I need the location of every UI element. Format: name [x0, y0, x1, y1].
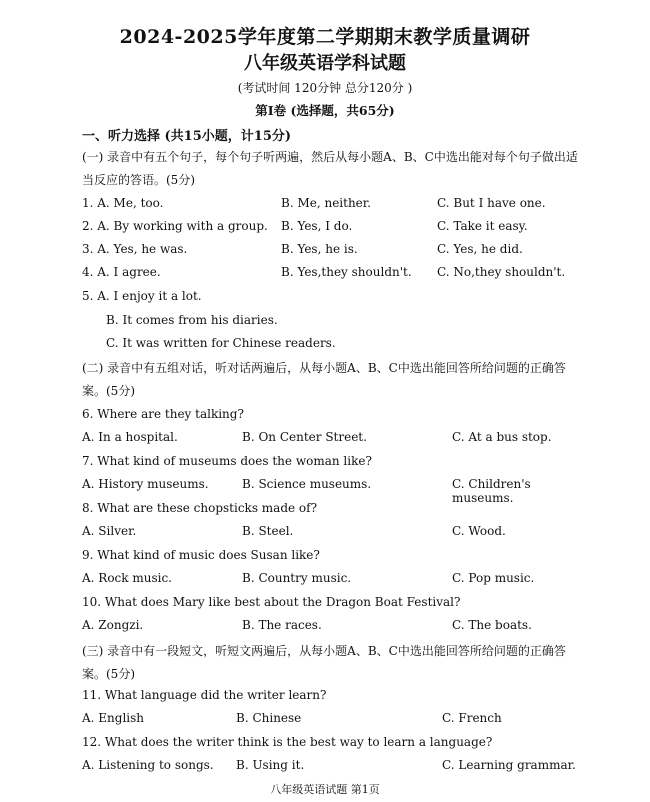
option-a: A. English — [82, 711, 145, 725]
question-5-option-a: 5. A. I enjoy it a lot. — [82, 289, 202, 303]
option-c: C. But I have one. — [437, 196, 546, 210]
option-b: B. Science museums. — [242, 477, 372, 491]
option-a: A. History museums. — [82, 477, 209, 491]
option-c: C. No,they shouldn't. — [437, 265, 566, 279]
option-a: A. Silver. — [82, 524, 137, 538]
option-b: B. The races. — [242, 618, 322, 632]
question-5-option-b: B. It comes from his diaries. — [106, 313, 278, 327]
option-b: B. Yes, he is. — [281, 242, 358, 256]
options-8 — [82, 524, 592, 540]
options-9 — [82, 571, 592, 587]
part1-title: 一、听力选择 (共15小题，计15分) — [82, 129, 292, 144]
option-a: A. Zongzi. — [82, 618, 144, 632]
exam-info: (考试时间 120分钟 总分120分 ) — [237, 81, 413, 95]
options-11 — [82, 711, 592, 727]
option-c: C. French — [442, 711, 502, 725]
option-a: 3. A. Yes, he was. — [82, 242, 188, 256]
volume-heading: 第Ⅰ卷 (选择题，共65分) — [255, 103, 395, 118]
question-8: 8. What are these chopsticks made of? — [82, 501, 318, 515]
question-5-option-c: C. It was written for Chinese readers. — [106, 336, 336, 350]
option-c: C. Children's museums. — [452, 477, 531, 505]
option-a: 1. A. Me, too. — [82, 196, 164, 210]
option-b: B. Yes,they shouldn't. — [281, 265, 412, 279]
option-c: C. Yes, he did. — [437, 242, 523, 256]
question-row-4 — [82, 265, 592, 281]
options-6 — [82, 430, 592, 446]
options-10 — [82, 618, 592, 634]
exam-title: 2024-2025学年度第二学期期末教学质量调研 — [119, 26, 531, 48]
option-a: A. Rock music. — [82, 571, 172, 585]
page-footer: 八年级英语试题 第1页 — [270, 783, 380, 796]
option-c: C. Take it easy. — [437, 219, 528, 233]
option-b: B. Chinese — [236, 711, 302, 725]
option-a: A. Listening to songs. — [82, 758, 214, 772]
question-6: 6. Where are they talking? — [82, 407, 244, 421]
option-c: C. Pop music. — [452, 571, 535, 585]
option-c: C. Wood. — [452, 524, 506, 538]
option-b: B. On Center Street. — [242, 430, 367, 444]
options-12 — [82, 758, 592, 774]
question-row-2 — [82, 219, 592, 235]
question-11: 11. What language did the writer learn? — [82, 688, 327, 702]
question-7: 7. What kind of museums does the woman like? — [82, 454, 372, 468]
question-10: 10. What does Mary like best about the Dragon Boat Festival? — [82, 595, 461, 609]
options-7 — [82, 477, 592, 505]
option-c: C. At a bus stop. — [452, 430, 552, 444]
question-12: 12. What does the writer think is the best way to learn a language? — [82, 735, 493, 749]
option-b: B. Country music. — [242, 571, 352, 585]
option-b: B. Steel. — [242, 524, 294, 538]
option-b: B. Yes, I do. — [281, 219, 353, 233]
section2-instruction: (二) 录音中有五组对话，听对话两遍后，从每小题A、B、C中选出能回答所给问题的正确答案。(5分) — [82, 361, 566, 398]
option-b: B. Using it. — [236, 758, 305, 772]
option-a: 2. A. By working with a group. — [82, 219, 268, 233]
option-c: C. Learning grammar. — [442, 758, 576, 772]
exam-subtitle: 八年级英语学科试题 — [244, 53, 406, 74]
question-row-3 — [82, 242, 592, 258]
option-a: A. In a hospital. — [82, 430, 178, 444]
option-a: 4. A. I agree. — [82, 265, 161, 279]
question-9: 9. What kind of music does Susan like? — [82, 548, 320, 562]
section3-instruction: (三) 录音中有一段短文，听短文两遍后，从每小题A、B、C中选出能回答所给问题的正确答案。(5分) — [82, 644, 566, 681]
option-c: C. The boats. — [452, 618, 532, 632]
section1-instruction: (一) 录音中有五个句子，每个句子听两遍，然后从每小题A、B、C中选出能对每个句子做出适当反应的答语。(5分) — [82, 150, 578, 187]
option-b: B. Me, neither. — [281, 196, 372, 210]
question-row-1 — [82, 196, 592, 212]
